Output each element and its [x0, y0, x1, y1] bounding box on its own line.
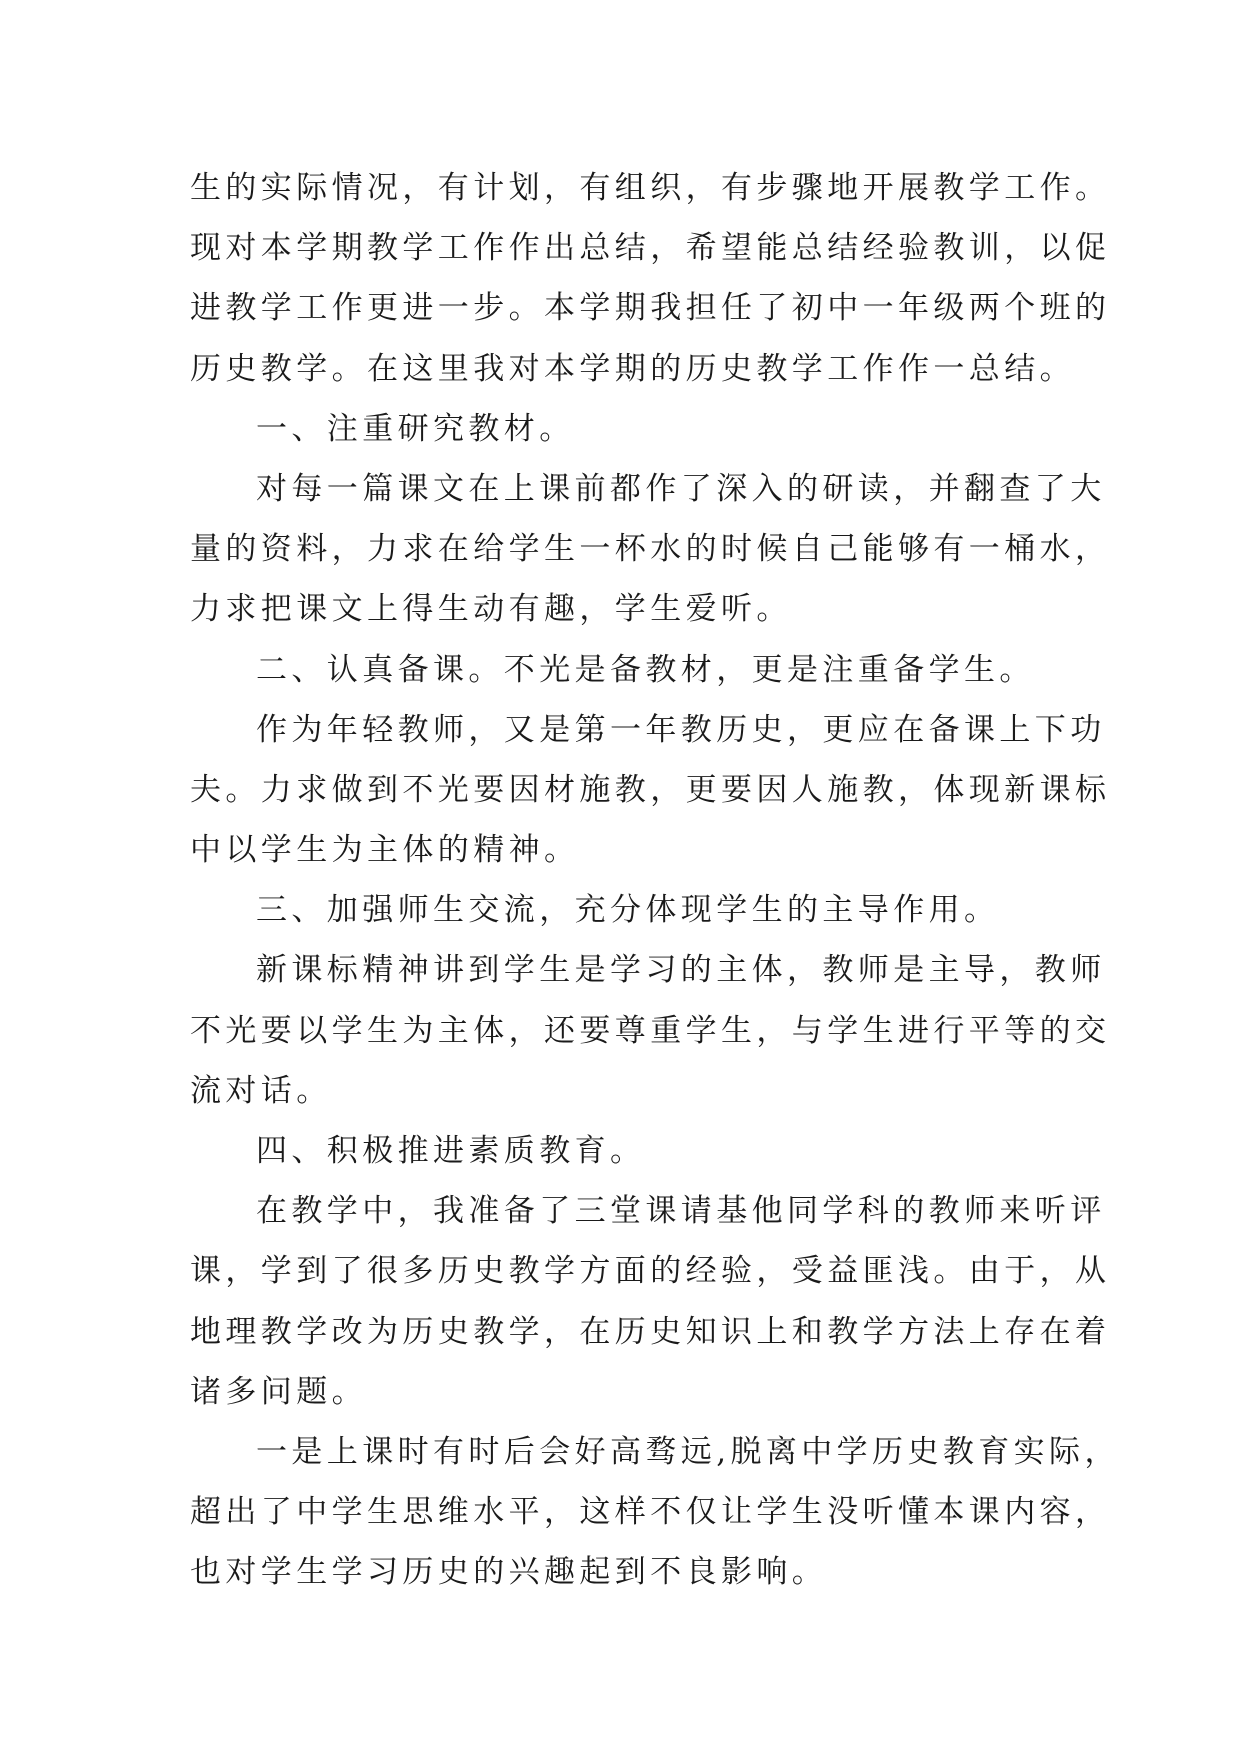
text-line: 在教学中，我准备了三堂课请基他同学科的教师来听评 — [256, 1193, 1106, 1230]
text-line: 新课标精神讲到学生是学习的主体，教师是主导，教师 — [256, 952, 1106, 989]
text-line: 作为年轻教师，又是第一年教历史，更应在备课上下功 — [256, 711, 1106, 748]
text-line: 力求把课文上得生动有趣，学生爱听。 — [190, 591, 792, 628]
text-line: 中以学生为主体的精神。 — [190, 832, 580, 869]
text-line: 生的实际情况，有计划，有组织，有步骤地开展教学工作。 — [190, 170, 1111, 206]
section-heading: 二、认真备课。不光是备教材，更是注重备学生。 — [256, 651, 1035, 688]
section-heading: 三、加强师生交流，充分体现学生的主导作用。 — [256, 892, 1000, 929]
text-line: 流对话。 — [190, 1072, 332, 1109]
text-line: 进教学工作更进一步。本学期我担任了初中一年级两个班的 — [190, 290, 1111, 327]
document-body — [190, 158, 1120, 1603]
text-line: 不光要以学生为主体，还要尊重学生，与学生进行平等的交 — [190, 1012, 1111, 1049]
text-line: 历史教学。在这里我对本学期的历史教学工作作一总结。 — [190, 350, 1075, 387]
text-line: 也对学生学习历史的兴趣起到不良影响。 — [190, 1554, 828, 1591]
text-line: 夫。力求做到不光要因材施教，更要因人施教，体现新课标 — [190, 771, 1111, 808]
text-line: 课，学到了很多历史教学方面的经验，受益匪浅。由于，从 — [190, 1253, 1111, 1290]
text-line: 一是上课时有时后会好高骛远,脱离中学历史教育实际， — [256, 1433, 1120, 1470]
text-line: 诸多问题。 — [190, 1373, 367, 1410]
text-line: 地理教学改为历史教学，在历史知识上和教学方法上存在着 — [190, 1313, 1111, 1350]
section-heading: 四、积极推进素质教育。 — [256, 1133, 646, 1169]
text-line: 现对本学期教学工作作出总结，希望能总结经验教训，以促 — [190, 230, 1111, 267]
section-heading: 一、注重研究教材。 — [256, 410, 575, 447]
text-line: 对每一篇课文在上课前都作了深入的研读，并翻查了大 — [256, 470, 1106, 507]
text-line: 超出了中学生思维水平，这样不仅让学生没听懂本课内容， — [190, 1494, 1111, 1531]
text-line: 量的资料，力求在给学生一杯水的时候自己能够有一桶水， — [190, 531, 1111, 568]
